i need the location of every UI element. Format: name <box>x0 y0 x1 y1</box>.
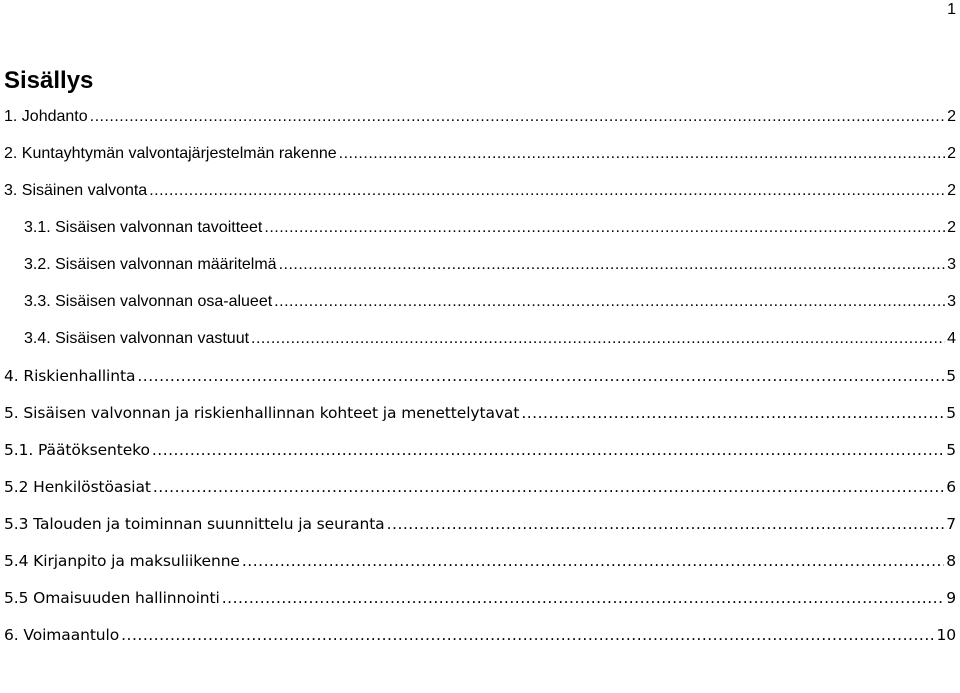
toc-entry-label: 5. Sisäisen valvonnan ja riskienhallinnan kohteet ja menettelytavat <box>4 403 520 422</box>
toc-entry-label: 6. Voimaantulo <box>4 625 120 644</box>
toc-entry-henkilostoasiat[interactable] <box>4 468 956 505</box>
toc-entry-omaisuuden-hallinnointi[interactable] <box>4 579 956 616</box>
toc-dot-leader <box>387 514 945 534</box>
toc-dot-leader <box>279 255 946 275</box>
toc-entry-page: 5 <box>946 366 956 385</box>
toc-entry-page: 3 <box>947 255 956 273</box>
toc-entry-kohteet-ja-menettelytavat[interactable] <box>4 394 956 431</box>
toc-entry-label: 4. Riskienhallinta <box>4 366 136 385</box>
toc-entry-valvontajarjestelman-rakenne[interactable] <box>4 135 956 172</box>
table-of-contents <box>4 98 956 653</box>
toc-entry-label: 3.4. Sisäisen valvonnan vastuut <box>24 329 250 347</box>
toc-entry-paatoksenteko[interactable] <box>4 431 956 468</box>
toc-entry-label: 5.3 Talouden ja toiminnan suunnittelu ja seuranta <box>4 514 385 533</box>
toc-dot-leader <box>274 292 945 312</box>
toc-entry-label: 1. Johdanto <box>4 107 88 125</box>
toc-entry-tavoitteet[interactable] <box>4 209 956 246</box>
toc-entry-page: 8 <box>946 551 956 570</box>
toc-entry-page: 3 <box>947 292 956 310</box>
toc-dot-leader <box>339 144 945 164</box>
toc-entry-label: 5.4 Kirjanpito ja maksuliikenne <box>4 551 240 570</box>
toc-entry-suunnittelu-ja-seuranta[interactable] <box>4 505 956 542</box>
toc-entry-page: 9 <box>946 588 956 607</box>
toc-dot-leader <box>242 551 944 571</box>
toc-entry-label: 3. Sisäinen valvonta <box>4 181 148 199</box>
toc-dot-leader <box>153 477 944 497</box>
toc-entry-voimaantulo[interactable] <box>4 616 956 653</box>
toc-entry-label: 5.1. Päätöksenteko <box>4 440 150 459</box>
toc-dot-leader <box>90 107 945 127</box>
page-number: 1 <box>947 1 956 18</box>
toc-entry-sisainen-valvonta[interactable] <box>4 172 956 209</box>
toc-entry-page: 7 <box>946 514 956 533</box>
toc-entry-page: 10 <box>936 625 956 644</box>
toc-entry-label: 5.5 Omaisuuden hallinnointi <box>4 588 220 607</box>
toc-dot-leader <box>251 329 945 349</box>
toc-dot-leader <box>152 440 944 460</box>
toc-dot-leader <box>521 403 944 423</box>
toc-entry-page: 2 <box>947 144 956 162</box>
toc-entry-label: 2. Kuntayhtymän valvontajärjestelmän rakenne <box>4 144 337 162</box>
toc-entry-osa-alueet[interactable] <box>4 283 956 320</box>
toc-dot-leader <box>137 366 944 386</box>
toc-entry-kirjanpito-ja-maksuliikenne[interactable] <box>4 542 956 579</box>
toc-title: Sisällys <box>4 67 94 94</box>
toc-entry-riskienhallinta[interactable] <box>4 357 956 394</box>
toc-dot-leader <box>121 625 934 645</box>
toc-entry-page: 6 <box>946 477 956 496</box>
toc-entry-maaritelma[interactable] <box>4 246 956 283</box>
toc-entry-page: 5 <box>946 440 956 459</box>
toc-entry-label: 3.3. Sisäisen valvonnan osa-alueet <box>24 292 273 310</box>
toc-dot-leader <box>264 218 945 238</box>
toc-entry-page: 2 <box>947 218 956 236</box>
toc-entry-page: 2 <box>947 181 956 199</box>
toc-entry-label: 3.1. Sisäisen valvonnan tavoitteet <box>24 218 263 236</box>
toc-entry-page: 5 <box>946 403 956 422</box>
toc-entry-label: 3.2. Sisäisen valvonnan määritelmä <box>24 255 277 273</box>
toc-dot-leader <box>149 181 945 201</box>
toc-entry-label: 5.2 Henkilöstöasiat <box>4 477 151 496</box>
toc-entry-page: 4 <box>947 329 956 347</box>
toc-entry-page: 2 <box>947 107 956 125</box>
toc-entry-johdanto[interactable] <box>4 98 956 135</box>
toc-dot-leader <box>222 588 945 608</box>
toc-entry-vastuut[interactable] <box>4 320 956 357</box>
